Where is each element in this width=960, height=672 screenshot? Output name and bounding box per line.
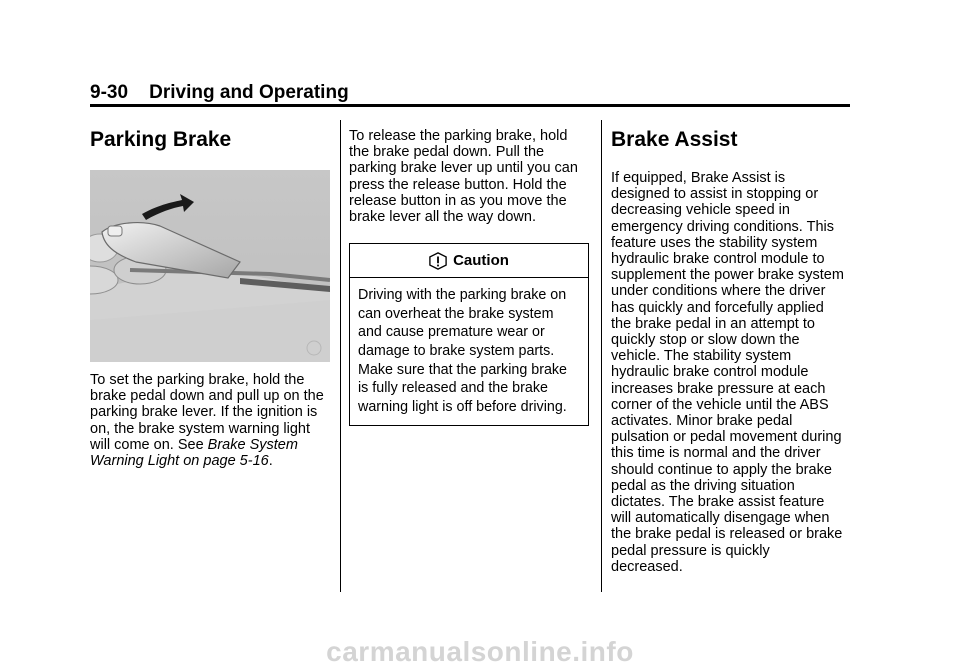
text-line: To set the parking brake, hold the (90, 372, 305, 388)
text-line: dictates. The brake assist feature (611, 494, 825, 511)
caution-line: Make sure that the parking brake (358, 361, 568, 378)
text-line: brake pedal down and pull up on the (90, 388, 324, 405)
caution-line: is fully released and the brake (358, 380, 548, 397)
caution-title: Caution (453, 251, 509, 269)
text-line (90, 453, 330, 469)
column-2 (349, 128, 589, 426)
text-line: emergency driving conditions. This (611, 218, 834, 235)
column-divider (601, 120, 602, 592)
text-line: corner of the vehicle until the ABS (611, 396, 829, 413)
text-line: To release the parking brake, hold (349, 128, 568, 144)
heading-brake-assist: Brake Assist (611, 128, 738, 151)
text-line: hydraulic brake control module to (611, 251, 825, 268)
text-line: the brake pedal in an attempt to (611, 315, 815, 332)
text-line (90, 437, 330, 453)
text-segment: will come on. See (90, 436, 208, 453)
text-segment: . (268, 453, 273, 470)
text-line: feature uses the stability system (611, 234, 818, 251)
text-line: hydraulic brake control module (611, 364, 809, 381)
text-line: under conditions where the driver (611, 283, 826, 300)
text-line: supplement the power brake system (611, 267, 844, 284)
text-line: should continue to apply the brake (611, 461, 832, 478)
parking-brake-lever-illustration (90, 170, 330, 362)
text-line: If equipped, Brake Assist is (611, 170, 786, 186)
text-line: the brake pedal is released or brake (611, 526, 843, 543)
text-line: decreasing vehicle speed in (611, 202, 790, 219)
parking-brake-paragraph (90, 372, 330, 469)
text-line: on, the brake system warning light (90, 420, 311, 437)
text-line: the brake pedal down. Pull the (349, 144, 545, 161)
text-line: will automatically disengage when (611, 510, 830, 527)
page-number: 9-30 (90, 82, 129, 103)
column-1 (90, 120, 330, 469)
caution-box (349, 243, 589, 426)
heading-parking-brake: Parking Brake (90, 128, 232, 151)
text-line: has quickly and forcefully applied (611, 299, 824, 316)
text-line: brake lever all the way down. (349, 209, 536, 226)
page-header-text (90, 82, 349, 104)
caution-line: Driving with the parking brake on (358, 287, 567, 304)
text-line: parking brake lever up until you can (349, 160, 578, 177)
caution-line: warning light is off before driving. (358, 398, 567, 415)
release-paragraph (349, 128, 589, 225)
caution-line: and cause premature wear or (358, 324, 545, 341)
caution-header (350, 244, 588, 278)
section-title: Driving and Operating (149, 82, 349, 103)
cross-reference-link-cont[interactable]: Warning Light on page 5-16 (90, 453, 269, 470)
text-line: release button in as you move the (349, 192, 567, 209)
column-3 (611, 120, 851, 575)
text-line: decreased. (611, 558, 683, 575)
caution-line: damage to brake system parts. (358, 343, 555, 359)
column-divider (340, 120, 341, 592)
header-rule (90, 104, 850, 107)
cross-reference-link[interactable]: Brake System (207, 436, 298, 453)
text-line: pulsation or pedal movement during (611, 429, 842, 446)
text-line: increases brake pressure at each (611, 380, 826, 397)
caution-icon (429, 252, 447, 270)
text-line: pedal pressure is quickly (611, 542, 770, 559)
text-line: press the release button. Hold the (349, 176, 567, 193)
watermark: carmanualsonline.info (326, 636, 634, 667)
caution-line: can overheat the brake system (358, 305, 554, 322)
text-line: pedal as the driving situation (611, 477, 795, 494)
text-line: designed to assist in stopping or (611, 186, 819, 203)
text-line: activates. Minor brake pedal (611, 413, 793, 430)
brake-assist-paragraph (611, 170, 851, 575)
text-line: parking brake lever. If the ignition is (90, 404, 318, 421)
text-line: vehicle. The stability system (611, 348, 792, 365)
text-line: this time is normal and the driver (611, 445, 821, 462)
caution-body (350, 278, 588, 425)
text-line: quickly stop or slow down the (611, 332, 800, 349)
